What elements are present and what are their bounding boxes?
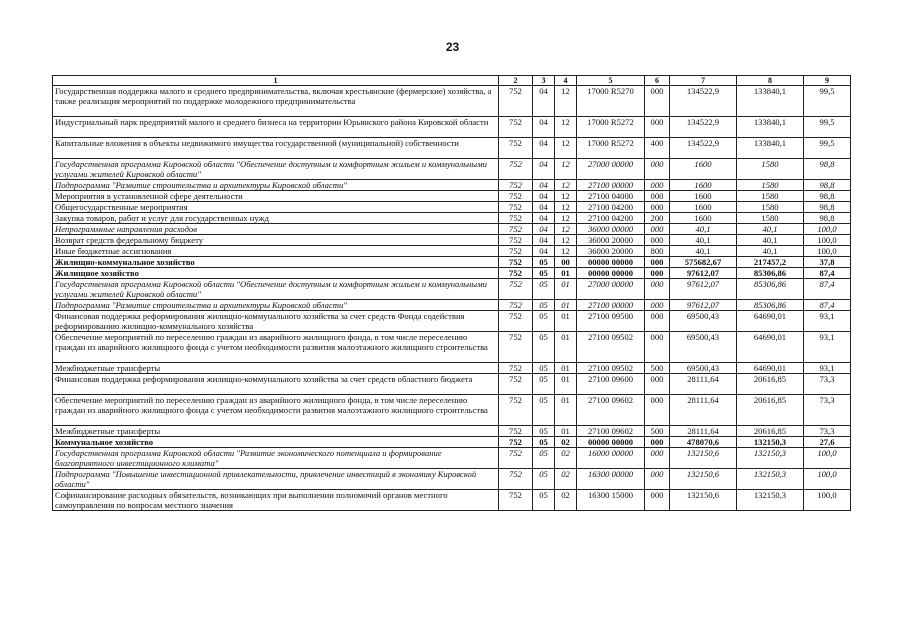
table-row <box>53 257 851 268</box>
cell-expense-type: 000 <box>645 469 670 490</box>
cell-percent: 73,3 <box>804 426 851 437</box>
cell-department-code: 752 <box>499 469 533 490</box>
cell-section-code: 05 <box>533 363 555 374</box>
table-row <box>53 311 851 332</box>
cell-department-code: 752 <box>499 426 533 437</box>
cell-planned: 134522,9 <box>670 138 737 159</box>
cell-name: Финансовая поддержка реформирования жилищно-коммунального хозяйства за счет средств областного бюджета <box>53 374 499 395</box>
cell-subsection-code: 12 <box>555 86 577 117</box>
cell-planned: 28111,64 <box>670 395 737 426</box>
table-row <box>53 191 851 202</box>
cell-subsection-code: 01 <box>555 268 577 279</box>
cell-subsection-code: 12 <box>555 159 577 180</box>
cell-executed: 85306,86 <box>737 279 804 300</box>
cell-target-item: 27100 04000 <box>577 191 645 202</box>
cell-percent: 99,5 <box>804 86 851 117</box>
cell-name: Софинансирование расходных обязательств, возникающих при выполнении полномочий органов местного самоуправления по вопросам местного значения <box>53 490 499 511</box>
cell-section-code: 05 <box>533 374 555 395</box>
cell-name: Обеспечение мероприятий по переселению граждан из аварийного жилищного фонда, в том числе переселению граждан из аварийного жилищного фонда с учетом необходимости развития малоэтажного жилищного строительства <box>53 395 499 426</box>
cell-department-code: 752 <box>499 437 533 448</box>
cell-section-code: 04 <box>533 86 555 117</box>
cell-section-code: 05 <box>533 437 555 448</box>
cell-subsection-code: 12 <box>555 235 577 246</box>
cell-department-code: 752 <box>499 117 533 138</box>
cell-department-code: 752 <box>499 374 533 395</box>
cell-section-code: 04 <box>533 191 555 202</box>
cell-expense-type: 000 <box>645 374 670 395</box>
cell-planned: 1600 <box>670 191 737 202</box>
cell-percent: 98,8 <box>804 191 851 202</box>
cell-section-code: 05 <box>533 469 555 490</box>
table-row <box>53 180 851 191</box>
header-cell: 4 <box>555 76 577 86</box>
cell-target-item: 27100 09600 <box>577 374 645 395</box>
cell-expense-type: 500 <box>645 426 670 437</box>
cell-department-code: 752 <box>499 311 533 332</box>
cell-name: Межбюджетные трансферты <box>53 426 499 437</box>
table-row <box>53 202 851 213</box>
table-row <box>53 117 851 138</box>
cell-expense-type: 000 <box>645 235 670 246</box>
cell-planned: 132150,6 <box>670 469 737 490</box>
cell-name: Общегосударственные мероприятия <box>53 202 499 213</box>
cell-subsection-code: 00 <box>555 257 577 268</box>
cell-expense-type: 000 <box>645 311 670 332</box>
cell-percent: 98,8 <box>804 202 851 213</box>
cell-percent: 99,5 <box>804 138 851 159</box>
cell-section-code: 05 <box>533 268 555 279</box>
cell-planned: 1600 <box>670 202 737 213</box>
cell-name: Коммунальное хозяйство <box>53 437 499 448</box>
cell-executed: 20616,85 <box>737 374 804 395</box>
cell-expense-type: 000 <box>645 86 670 117</box>
cell-percent: 100,0 <box>804 235 851 246</box>
cell-expense-type: 000 <box>645 490 670 511</box>
cell-target-item: 00000 00000 <box>577 437 645 448</box>
cell-name: Государственная программа Кировской области "Обеспечение доступным и комфортным жильем и коммунальными услугами жителей Кировской области" <box>53 159 499 180</box>
cell-target-item: 00000 00000 <box>577 268 645 279</box>
cell-name: Жилищно-коммунальное хозяйство <box>53 257 499 268</box>
cell-executed: 1580 <box>737 191 804 202</box>
cell-percent: 100,0 <box>804 448 851 469</box>
header-cell: 9 <box>804 76 851 86</box>
header-cell: 3 <box>533 76 555 86</box>
cell-expense-type: 000 <box>645 117 670 138</box>
table-row <box>53 469 851 490</box>
cell-subsection-code: 12 <box>555 224 577 235</box>
cell-section-code: 05 <box>533 257 555 268</box>
cell-planned: 28111,64 <box>670 374 737 395</box>
cell-department-code: 752 <box>499 138 533 159</box>
table-row <box>53 86 851 117</box>
cell-section-code: 05 <box>533 311 555 332</box>
cell-expense-type: 000 <box>645 191 670 202</box>
cell-percent: 87,4 <box>804 279 851 300</box>
cell-name: Подпрограмма "Развитие строительства и архитектуры Кировской области" <box>53 180 499 191</box>
cell-percent: 93,1 <box>804 332 851 363</box>
cell-section-code: 04 <box>533 159 555 180</box>
cell-subsection-code: 02 <box>555 437 577 448</box>
table-row <box>53 268 851 279</box>
cell-planned: 575682,67 <box>670 257 737 268</box>
cell-section-code: 04 <box>533 138 555 159</box>
cell-expense-type: 000 <box>645 180 670 191</box>
cell-subsection-code: 01 <box>555 300 577 311</box>
cell-subsection-code: 01 <box>555 426 577 437</box>
cell-name: Иные бюджетные ассигнования <box>53 246 499 257</box>
cell-target-item: 00000 00000 <box>577 257 645 268</box>
cell-subsection-code: 01 <box>555 395 577 426</box>
cell-subsection-code: 12 <box>555 191 577 202</box>
cell-department-code: 752 <box>499 279 533 300</box>
cell-department-code: 752 <box>499 191 533 202</box>
cell-planned: 40,1 <box>670 224 737 235</box>
cell-executed: 132150,3 <box>737 448 804 469</box>
cell-percent: 93,1 <box>804 363 851 374</box>
table-row <box>53 159 851 180</box>
cell-target-item: 16000 00000 <box>577 448 645 469</box>
cell-section-code: 05 <box>533 490 555 511</box>
cell-target-item: 36000 00000 <box>577 224 645 235</box>
header-cell: 5 <box>577 76 645 86</box>
cell-section-code: 04 <box>533 224 555 235</box>
cell-expense-type: 000 <box>645 224 670 235</box>
cell-target-item: 27100 09602 <box>577 426 645 437</box>
cell-department-code: 752 <box>499 363 533 374</box>
cell-department-code: 752 <box>499 180 533 191</box>
cell-percent: 100,0 <box>804 224 851 235</box>
cell-executed: 133840,1 <box>737 138 804 159</box>
cell-name: Мероприятия в установленной сфере деятельности <box>53 191 499 202</box>
page-number: 23 <box>445 40 460 54</box>
cell-planned: 1600 <box>670 159 737 180</box>
cell-subsection-code: 02 <box>555 469 577 490</box>
table-row <box>53 490 851 511</box>
cell-executed: 133840,1 <box>737 117 804 138</box>
cell-expense-type: 000 <box>645 395 670 426</box>
cell-section-code: 04 <box>533 246 555 257</box>
table-row <box>53 374 851 395</box>
cell-target-item: 27100 00000 <box>577 180 645 191</box>
cell-executed: 40,1 <box>737 224 804 235</box>
cell-expense-type: 000 <box>645 437 670 448</box>
cell-section-code: 05 <box>533 395 555 426</box>
cell-expense-type: 400 <box>645 138 670 159</box>
cell-target-item: 27000 00000 <box>577 279 645 300</box>
budget-table <box>52 75 851 511</box>
cell-target-item: 17000 R5270 <box>577 86 645 117</box>
cell-subsection-code: 12 <box>555 202 577 213</box>
cell-target-item: 16300 15000 <box>577 490 645 511</box>
cell-name: Непрограммные направления расходов <box>53 224 499 235</box>
cell-name: Государственная программа Кировской области "Обеспечение доступным и комфортным жильем и коммунальными услугами жителей Кировской области" <box>53 279 499 300</box>
cell-executed: 85306,86 <box>737 300 804 311</box>
cell-department-code: 752 <box>499 332 533 363</box>
cell-subsection-code: 12 <box>555 213 577 224</box>
cell-subsection-code: 12 <box>555 117 577 138</box>
cell-section-code: 05 <box>533 448 555 469</box>
table-row <box>53 224 851 235</box>
cell-planned: 1600 <box>670 180 737 191</box>
cell-executed: 1580 <box>737 180 804 191</box>
cell-executed: 64690,01 <box>737 332 804 363</box>
cell-expense-type: 200 <box>645 213 670 224</box>
header-cell: 8 <box>737 76 804 86</box>
table-body <box>53 86 851 511</box>
cell-expense-type: 000 <box>645 257 670 268</box>
cell-department-code: 752 <box>499 490 533 511</box>
cell-expense-type: 000 <box>645 448 670 469</box>
cell-planned: 134522,9 <box>670 86 737 117</box>
header-cell: 1 <box>53 76 499 86</box>
cell-section-code: 04 <box>533 202 555 213</box>
cell-executed: 132150,3 <box>737 437 804 448</box>
cell-subsection-code: 02 <box>555 490 577 511</box>
cell-planned: 132150,6 <box>670 490 737 511</box>
cell-target-item: 17000 R5272 <box>577 138 645 159</box>
cell-subsection-code: 01 <box>555 332 577 363</box>
cell-executed: 132150,3 <box>737 490 804 511</box>
cell-target-item: 27100 09500 <box>577 311 645 332</box>
cell-executed: 20616,85 <box>737 426 804 437</box>
table-row <box>53 213 851 224</box>
cell-subsection-code: 12 <box>555 138 577 159</box>
cell-target-item: 27100 09602 <box>577 395 645 426</box>
cell-planned: 28111,64 <box>670 426 737 437</box>
cell-department-code: 752 <box>499 235 533 246</box>
cell-planned: 1600 <box>670 213 737 224</box>
cell-section-code: 05 <box>533 426 555 437</box>
cell-subsection-code: 01 <box>555 363 577 374</box>
cell-executed: 40,1 <box>737 235 804 246</box>
cell-percent: 87,4 <box>804 300 851 311</box>
cell-subsection-code: 12 <box>555 180 577 191</box>
cell-department-code: 752 <box>499 213 533 224</box>
cell-name: Капитальные вложения в объекты недвижимого имущества государственной (муниципальной) собственности <box>53 138 499 159</box>
table-row <box>53 426 851 437</box>
header-cell: 6 <box>645 76 670 86</box>
cell-target-item: 27100 04200 <box>577 213 645 224</box>
cell-expense-type: 000 <box>645 268 670 279</box>
cell-subsection-code: 01 <box>555 374 577 395</box>
cell-department-code: 752 <box>499 224 533 235</box>
cell-name: Финансовая поддержка реформирования жилищно-коммунального хозяйства за счет средств Фонда содействия реформированию жилищно-коммунального хозяйства <box>53 311 499 332</box>
table-row <box>53 246 851 257</box>
cell-percent: 98,8 <box>804 213 851 224</box>
cell-percent: 98,8 <box>804 159 851 180</box>
cell-percent: 100,0 <box>804 246 851 257</box>
table-row <box>53 332 851 363</box>
cell-section-code: 05 <box>533 300 555 311</box>
cell-name: Жилищное хозяйство <box>53 268 499 279</box>
cell-target-item: 16300 00000 <box>577 469 645 490</box>
cell-department-code: 752 <box>499 159 533 180</box>
cell-executed: 20616,85 <box>737 395 804 426</box>
table-row <box>53 300 851 311</box>
cell-department-code: 752 <box>499 448 533 469</box>
cell-executed: 64690,01 <box>737 363 804 374</box>
cell-expense-type: 000 <box>645 332 670 363</box>
cell-expense-type: 000 <box>645 279 670 300</box>
cell-department-code: 752 <box>499 395 533 426</box>
cell-planned: 97612,07 <box>670 300 737 311</box>
cell-planned: 97612,07 <box>670 279 737 300</box>
cell-target-item: 17000 R5272 <box>577 117 645 138</box>
cell-planned: 69500,43 <box>670 332 737 363</box>
cell-executed: 64690,01 <box>737 311 804 332</box>
cell-department-code: 752 <box>499 246 533 257</box>
cell-target-item: 36000 20000 <box>577 235 645 246</box>
header-cell: 2 <box>499 76 533 86</box>
cell-name: Подпрограмма "Развитие строительства и архитектуры Кировской области" <box>53 300 499 311</box>
cell-target-item: 27100 00000 <box>577 300 645 311</box>
cell-name: Возврат средств федеральному бюджету <box>53 235 499 246</box>
cell-planned: 40,1 <box>670 246 737 257</box>
cell-department-code: 752 <box>499 257 533 268</box>
cell-section-code: 04 <box>533 213 555 224</box>
cell-executed: 40,1 <box>737 246 804 257</box>
cell-section-code: 04 <box>533 235 555 246</box>
cell-planned: 134522,9 <box>670 117 737 138</box>
header-row <box>53 76 851 86</box>
table-row <box>53 279 851 300</box>
cell-subsection-code: 01 <box>555 279 577 300</box>
cell-percent: 98,8 <box>804 180 851 191</box>
cell-subsection-code: 01 <box>555 311 577 332</box>
cell-expense-type: 800 <box>645 246 670 257</box>
cell-subsection-code: 12 <box>555 246 577 257</box>
cell-percent: 27,6 <box>804 437 851 448</box>
cell-section-code: 05 <box>533 332 555 363</box>
table-row <box>53 395 851 426</box>
cell-planned: 40,1 <box>670 235 737 246</box>
cell-percent: 100,0 <box>804 469 851 490</box>
cell-section-code: 04 <box>533 180 555 191</box>
cell-expense-type: 000 <box>645 202 670 213</box>
cell-percent: 99,5 <box>804 117 851 138</box>
cell-name: Индустриальный парк предприятий малого и среднего бизнеса на территории Юрьянского района Кировской области <box>53 117 499 138</box>
cell-department-code: 752 <box>499 268 533 279</box>
cell-executed: 1580 <box>737 202 804 213</box>
cell-executed: 217457,2 <box>737 257 804 268</box>
cell-name: Государственная программа Кировской области "Развитие экономического потенциала и формирование благоприятного инвестиционного климата" <box>53 448 499 469</box>
table-row <box>53 448 851 469</box>
cell-name: Подпрограмма "Повышение инвестиционной привлекательности, привлечение инвестиций в экономику Кировской области" <box>53 469 499 490</box>
cell-percent: 37,8 <box>804 257 851 268</box>
cell-percent: 87,4 <box>804 268 851 279</box>
cell-name: Государственная поддержка малого и среднего предпринимательства, включая крестьянские (фермерские) хозяйства, а также реализация мероприятий по поддержке молодежного предпринимательства <box>53 86 499 117</box>
cell-executed: 1580 <box>737 159 804 180</box>
cell-expense-type: 500 <box>645 363 670 374</box>
cell-planned: 478070,6 <box>670 437 737 448</box>
table-row <box>53 235 851 246</box>
cell-target-item: 36000 20000 <box>577 246 645 257</box>
cell-executed: 132150,3 <box>737 469 804 490</box>
cell-subsection-code: 02 <box>555 448 577 469</box>
cell-department-code: 752 <box>499 86 533 117</box>
cell-target-item: 27100 09502 <box>577 363 645 374</box>
cell-percent: 73,3 <box>804 374 851 395</box>
header-cell: 7 <box>670 76 737 86</box>
cell-name: Межбюджетные трансферты <box>53 363 499 374</box>
cell-expense-type: 000 <box>645 300 670 311</box>
table-row <box>53 437 851 448</box>
cell-executed: 1580 <box>737 213 804 224</box>
cell-target-item: 27100 04200 <box>577 202 645 213</box>
cell-target-item: 27100 09502 <box>577 332 645 363</box>
cell-planned: 132150,6 <box>670 448 737 469</box>
cell-percent: 73,3 <box>804 395 851 426</box>
cell-executed: 133840,1 <box>737 86 804 117</box>
cell-percent: 93,1 <box>804 311 851 332</box>
cell-department-code: 752 <box>499 202 533 213</box>
cell-planned: 69500,43 <box>670 311 737 332</box>
cell-name: Обеспечение мероприятий по переселению граждан из аварийного жилищного фонда, в том числе переселению граждан из аварийного жилищного фонда с учетом необходимости развития малоэтажного жилищного строительства <box>53 332 499 363</box>
cell-target-item: 27000 00000 <box>577 159 645 180</box>
cell-section-code: 05 <box>533 279 555 300</box>
cell-executed: 85306,86 <box>737 268 804 279</box>
table-row <box>53 363 851 374</box>
cell-planned: 69500,43 <box>670 363 737 374</box>
cell-percent: 100,0 <box>804 490 851 511</box>
cell-planned: 97612,07 <box>670 268 737 279</box>
cell-name: Закупка товаров, работ и услуг для государственных нужд <box>53 213 499 224</box>
table-row <box>53 138 851 159</box>
cell-expense-type: 000 <box>645 159 670 180</box>
cell-department-code: 752 <box>499 300 533 311</box>
cell-section-code: 04 <box>533 117 555 138</box>
